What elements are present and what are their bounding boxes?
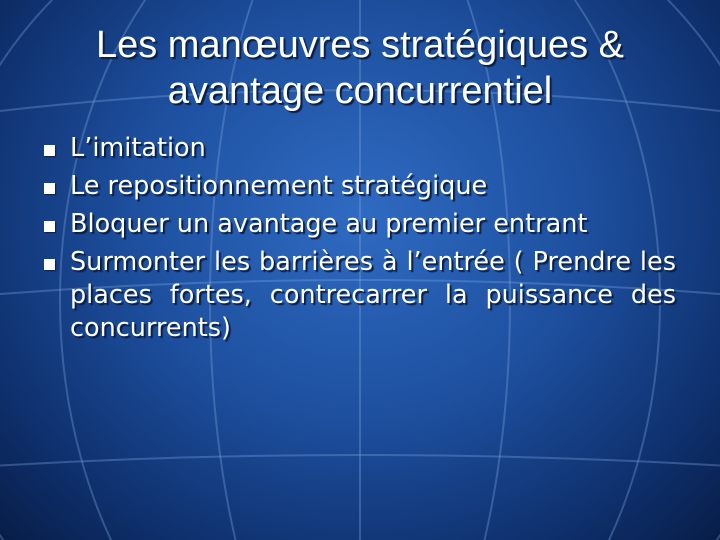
bullet-item (40, 132, 676, 165)
square-bullet-icon (44, 145, 55, 156)
bullet-item (40, 208, 676, 241)
square-bullet-icon (44, 259, 55, 270)
bullet-item (40, 170, 676, 203)
square-bullet-icon (44, 183, 55, 194)
bullet-item (40, 246, 676, 345)
slide-title: Les manœuvres stratégiques & avantage concurrentiel (95, 24, 624, 112)
bullet-text: L’imitation (70, 133, 206, 163)
bullet-text: Bloquer un avantage au premier entrant (70, 209, 588, 239)
bullet-text: Surmonter les barrières à l’entrée ( Prendre les places fortes, contrecarrer la puissance des concurrents) (70, 247, 676, 343)
bullet-list (40, 132, 676, 350)
bullet-text: Le repositionnement stratégique (70, 171, 488, 201)
square-bullet-icon (44, 221, 55, 232)
